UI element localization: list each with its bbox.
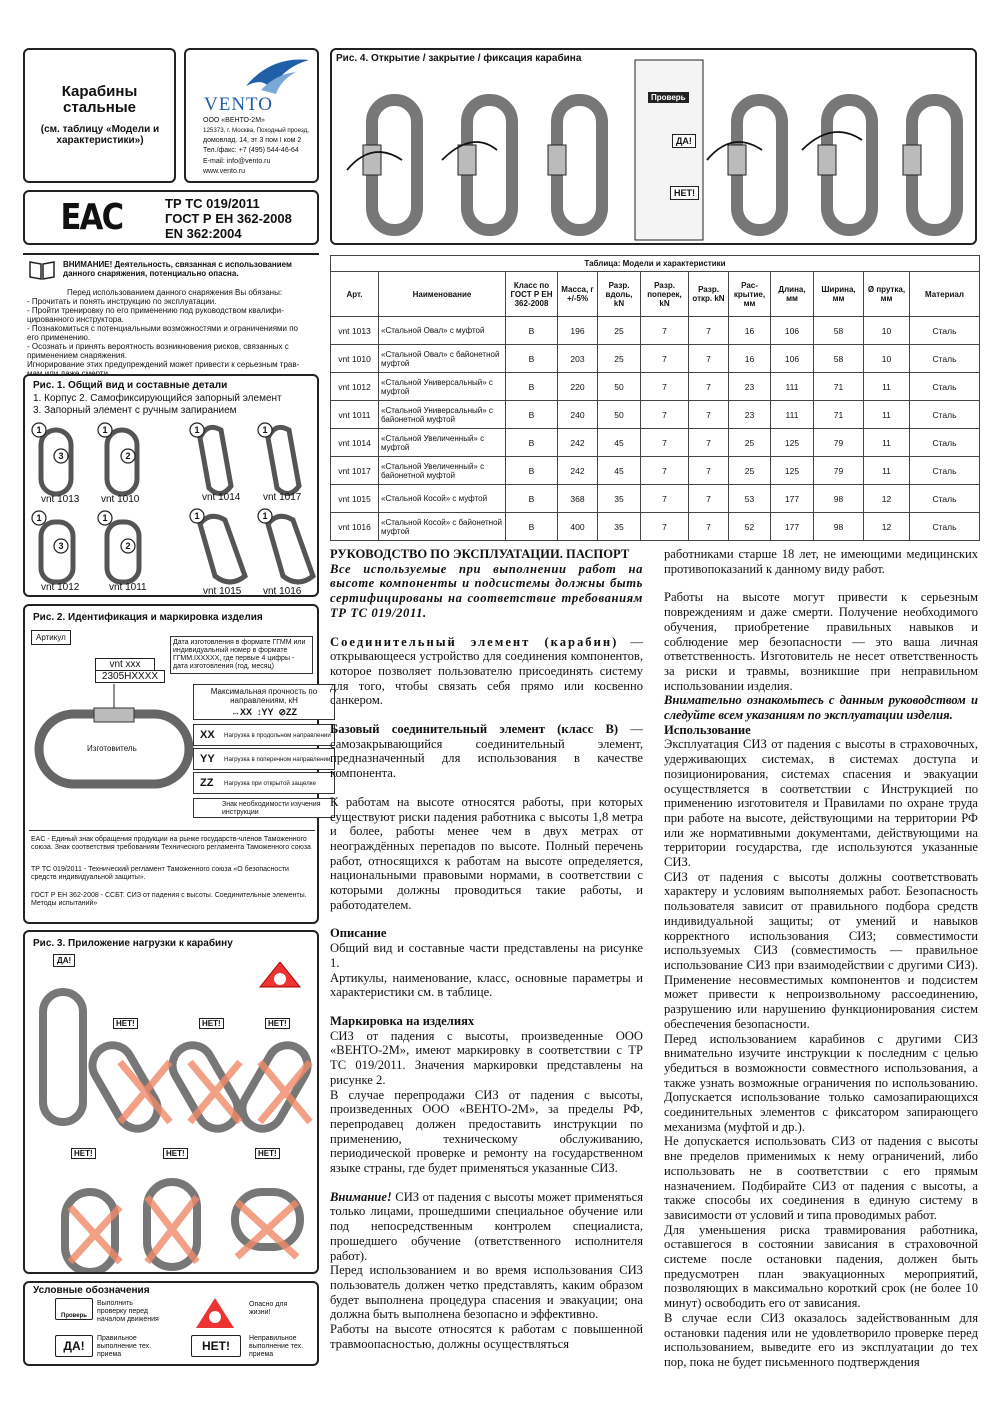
table-cell: 79: [814, 429, 864, 457]
fig2-box: [23, 604, 331, 924]
table-cell: Сталь: [910, 429, 980, 457]
table-caption: Таблица: Модели и характеристики: [331, 256, 980, 272]
warning-item: его применению.: [27, 333, 91, 342]
strength-box: [193, 684, 335, 720]
zz-code: ZZ: [200, 777, 214, 789]
table-cell: B: [506, 457, 558, 485]
table-row: [331, 345, 980, 373]
table-header: Ø прутка, мм: [864, 272, 910, 317]
table-cell: 111: [771, 401, 814, 429]
legend-box: [23, 1281, 319, 1366]
table-cell: 71: [814, 401, 864, 429]
table-cell: 11: [864, 401, 910, 429]
table-cell: 7: [689, 373, 729, 401]
fig4-drawings: [332, 50, 975, 243]
table-cell: B: [506, 345, 558, 373]
attention-title: Внимание!: [330, 1189, 392, 1204]
company-site: www.vento.ru: [203, 168, 246, 175]
model-label: vnt 1014: [202, 492, 241, 503]
use-2: СИЗ от падения с высоты должны соответствовать характеру и условиям выполняемых работ. Безопасность пользователя зависит от правильного подбора средств индивидуальной защиты; от умений и навыков корректного использования СИЗ; совместимости используемых СИЗ (совместимость — правильное использование СИЗ при взаимодействии с другими СИЗ). Применение несовместимых компонентов и подсистем может привести к непроизвольному рассоединению, разрушению или нарушению функционирования систем обеспечения безопасности.: [664, 869, 978, 1031]
fig1-legend-1: 1. Корпус 2. Самофиксирующийся запорный элемент: [33, 393, 282, 404]
use-5: Для уменьшения риска травмирования работника, оставшегося в состоянии зависания в страховочной системе после остановки падения, должен быть предусмотрен план эвакуационных мероприятий, позволяющих в максимально короткий срок (не более 10 минут) освободить его от зависания.: [664, 1222, 978, 1311]
fig4-no-label: НЕТ!: [670, 186, 699, 200]
company-box: [184, 48, 319, 183]
table-cell: Сталь: [910, 485, 980, 513]
warning-item: - Прочитать и понять инструкцию по эксплуатации.: [27, 297, 217, 306]
r-2: Работы на высоте могут привести к серьезным повреждениям и даже смерти. Получение необходимого обучения, приобретение правильных навыков и соблюдение мер безопасности — это ваша личная ответственность. Изготовитель не несет ответственность за риски и травмы, возникшие при неправильном использовании изделия.: [664, 590, 978, 693]
table-cell: B: [506, 513, 558, 541]
mark-heading: Маркировка на изделиях: [330, 1013, 475, 1028]
table-cell: 7: [689, 485, 729, 513]
table-cell: 23: [729, 401, 771, 429]
table-cell: 25: [598, 317, 641, 345]
mark-2: В случае перепродажи СИЗ от падения с высоты, произведенных ООО «ВЕНТО-2М», за пределы РФ, перепродавец должен предоставить инструкции по применению, техническому обслуживанию, периодической проверке и ремонту на государственном языке страны, где будет применяться указанные СИЗ.: [330, 1087, 643, 1176]
svg-text:3: 3: [58, 541, 64, 551]
table-cell: 16: [729, 345, 771, 373]
strength-label: Максимальная прочность по направлениям, кН: [210, 687, 318, 705]
table-cell: 52: [729, 513, 771, 541]
table-cell: Сталь: [910, 317, 980, 345]
zz-desc: Нагрузка при открытой защелке: [224, 780, 316, 787]
table-header: Разр. поперек, kN: [641, 272, 689, 317]
table-cell: 98: [814, 485, 864, 513]
warning-item: Игнорирование этих предупреждений может привести к серьезным трав-: [27, 360, 300, 369]
use-heading: Использование: [664, 722, 751, 737]
table-cell: 23: [729, 373, 771, 401]
eac-mark: EAC: [60, 197, 123, 238]
legend-title: Условные обозначения: [33, 1285, 150, 1296]
desc-1: Общий вид и составные части представлены на рисунке 1.: [330, 941, 643, 970]
table-row: [331, 513, 980, 541]
table-cell: vnt 1013: [331, 317, 379, 345]
table-cell: 106: [771, 317, 814, 345]
para-class-b-text: — самозакрывающийся соединительный элемент, предназначенный для использования в качестве компонента.: [330, 722, 643, 781]
maker-label: Изготовитель: [87, 744, 137, 753]
table-cell: 11: [864, 373, 910, 401]
company-address-1: 125373, г. Москва, Походный проезд,: [203, 127, 309, 134]
table-row: [331, 457, 980, 485]
fig1-box: [23, 374, 319, 597]
table-row: [331, 373, 980, 401]
fig3-box: [23, 930, 319, 1274]
carabiner-1011-icon: [107, 522, 139, 582]
manual-heading: РУКОВОДСТВО ПО ЭКСПЛУАТАЦИИ. ПАСПОРТ: [330, 547, 630, 561]
table-cell: 196: [558, 317, 598, 345]
book-icon: [28, 259, 56, 281]
attention-text: СИЗ от падения с высоты может применяться только лицами, прошедшими специальное обучение или под непосредственным контролем специалиста, прошедшего обучение (ответственного исполнителя работ).: [330, 1189, 643, 1263]
warning-item: - Осознать и принять вероятность возникновения рисков, связанных с: [27, 342, 289, 351]
table-cell: Сталь: [910, 401, 980, 429]
svg-text:1: 1: [102, 513, 108, 523]
fig1-legend-2: 3. Запорный элемент с ручным запиранием: [33, 405, 237, 416]
table-cell: 177: [771, 485, 814, 513]
carabiner-1016-icon: [268, 516, 313, 582]
table-cell: 7: [641, 401, 689, 429]
company-email: E-mail: info@vento.ru: [203, 158, 271, 165]
table-header: Длина, мм: [771, 272, 814, 317]
product-title: Карабины стальные: [61, 83, 138, 116]
table-cell: 7: [641, 485, 689, 513]
title-box: [23, 48, 176, 183]
model-label: vnt 1016: [263, 586, 302, 597]
certification-box: [23, 190, 319, 245]
table-cell: 25: [598, 345, 641, 373]
company-address-2: домовлад. 14, эт 3 пом I ком 2: [203, 137, 302, 144]
eac-note: EAC - Единый знак обращения продукции на рынке государств-членов Таможенного союза. Знак соответствия требованиям Технического регламента Таможенного союза: [31, 836, 311, 851]
vento-logo-text: VENTO: [204, 94, 274, 115]
table-cell: 35: [598, 513, 641, 541]
model-label: vnt 1011: [109, 582, 147, 593]
table-cell: vnt 1011: [331, 401, 379, 429]
no-badge: НЕТ!: [255, 1148, 280, 1159]
warning-head: ВНИМАНИЕ! Деятельность, связанная с использованием данного снаряжения, потенциально опасна.: [63, 260, 292, 278]
table-cell: 7: [641, 513, 689, 541]
table-cell: 58: [814, 317, 864, 345]
yes-desc: Правильное выполнение тех. приема: [97, 1335, 152, 1358]
warning-intro: Перед использованием данного снаряжения Вы обязаны:: [67, 288, 283, 297]
carabiner-1013-icon: [41, 430, 71, 494]
no-desc: Неправильное выполнение тех. приема: [249, 1335, 304, 1358]
table-cell: 53: [729, 485, 771, 513]
table-cell: 7: [689, 401, 729, 429]
table-cell: 71: [814, 373, 864, 401]
svg-text:2: 2: [125, 451, 131, 461]
table-cell: 50: [598, 401, 641, 429]
yy-desc: Нагрузка в поперечном направлении: [224, 756, 331, 763]
table-cell: 7: [641, 317, 689, 345]
artikul-label: Артикул: [31, 630, 71, 645]
para-connector: [330, 635, 643, 709]
fig4-title: Рис. 4. Открытие / закрытие / фиксация карабина: [336, 53, 582, 64]
cert-line-1: ТР ТС 019/2011: [165, 196, 260, 211]
use-1: Эксплуатация СИЗ от падения с высоты в страховочных, удерживающих системах, в системах доступа и позиционирования, системах спасения и эвакуации осуществляется в соответствии с Инструкцией по применению изготовителя и Правилами по охране труда при работе на высоте, действующими на территории РФ или же нормативными документами, действующими на территории государства, где используются указанные СИЗ.: [664, 737, 978, 870]
no-icon: НЕТ!: [191, 1335, 241, 1357]
para-connector-title: Соединительный элемент (карабин): [330, 634, 619, 649]
vnt-code: vnt xxx: [95, 658, 155, 671]
table-cell: 7: [689, 429, 729, 457]
warning-item: применением снаряжения.: [27, 351, 127, 360]
table-cell: 25: [729, 429, 771, 457]
company-phone: Тел./факс: +7 (495) 544-46-64: [203, 147, 299, 154]
table-cell: vnt 1016: [331, 513, 379, 541]
models-table: [330, 255, 980, 541]
check-icon: Проверь: [55, 1298, 93, 1320]
product-subtitle: (см. таблицу «Модели и характеристики»): [40, 124, 160, 146]
table-cell: 111: [771, 373, 814, 401]
table-cell: 7: [641, 429, 689, 457]
cert-line-2: ГОСТ Р ЕН 362-2008: [165, 211, 292, 226]
table-cell: 12: [864, 485, 910, 513]
yes-badge: ДА!: [53, 954, 75, 967]
fig1-title: Рис. 1. Общий вид и составные детали: [33, 380, 228, 391]
model-label: vnt 1013: [41, 494, 80, 505]
no-badge: НЕТ!: [113, 1018, 138, 1029]
table-cell: «Стальной Увеличенный» с муфтой: [379, 429, 506, 457]
mark-1: СИЗ от падения с высоты, произведенные ООО «ВЕНТО-2М», имеют маркировку в соответствии с ТР ТС 019/2011. Значения маркировки представлены на рисунке 2.: [330, 1028, 643, 1087]
svg-text:1: 1: [194, 425, 200, 435]
carabiner-1017-icon: [268, 427, 299, 493]
svg-text:1: 1: [36, 513, 42, 523]
xx-inline: XX: [239, 707, 252, 717]
gost-note: ГОСТ Р ЕН 362-2008 - ССБТ. СИЗ от падения с высоты. Соединительные элементы. Методы испытаний»: [31, 892, 307, 907]
table-header: Разр. вдоль, kN: [598, 272, 641, 317]
table-cell: 7: [689, 317, 729, 345]
table-cell: 7: [689, 513, 729, 541]
table-header: Ширина, мм: [814, 272, 864, 317]
fig1-drawings: [25, 416, 317, 596]
table-cell: vnt 1012: [331, 373, 379, 401]
table-header: Наименование: [379, 272, 506, 317]
svg-text:1: 1: [102, 425, 108, 435]
attention: [330, 1190, 643, 1264]
table-cell: 45: [598, 429, 641, 457]
table-cell: 58: [814, 345, 864, 373]
table-cell: 45: [598, 457, 641, 485]
table-cell: 98: [814, 513, 864, 541]
table-cell: Сталь: [910, 345, 980, 373]
svg-text:1: 1: [262, 511, 268, 521]
table-header: Рас-крытие, мм: [729, 272, 771, 317]
strength-directions: ↔XX ↕YY ⊘ZZ: [230, 707, 298, 717]
table-cell: 50: [598, 373, 641, 401]
table-cell: «Стальной Овал» с муфтой: [379, 317, 506, 345]
table-cell: «Стальной Овал» с байонетной муфтой: [379, 345, 506, 373]
table-cell: «Стальной Увеличенный» с байонетной муфтой: [379, 457, 506, 485]
table-cell: 10: [864, 345, 910, 373]
table-cell: 79: [814, 457, 864, 485]
fig3-drawings: [25, 962, 317, 1272]
xx-code: XX: [200, 729, 215, 741]
table-cell: Сталь: [910, 457, 980, 485]
table-row: [331, 317, 980, 345]
table-cell: 7: [641, 457, 689, 485]
yy-row: [193, 748, 335, 770]
table-cell: 400: [558, 513, 598, 541]
no-badge: НЕТ!: [163, 1148, 188, 1159]
table-cell: vnt 1017: [331, 457, 379, 485]
yes-icon: ДА!: [55, 1335, 93, 1357]
table-cell: 242: [558, 457, 598, 485]
table-row: [331, 485, 980, 513]
model-label: vnt 1012: [41, 582, 80, 593]
warning-block: [23, 253, 319, 369]
table-cell: 35: [598, 485, 641, 513]
manual-col-2: [664, 547, 978, 1370]
warning-item: - Пройти тренировку по его применению под руководством квалифи-: [27, 306, 284, 315]
use-3: Перед использованием карабинов с другими СИЗ внимательно изучите инструкции к последним с целью убедиться в возможности совместного использования, а также узнать возможные ограничения по использованию. Допускается использование только самозапирающихся соединительных элементов с фиксатором запирающего механизма (муфтой и др.).: [664, 1031, 978, 1134]
table-cell: 16: [729, 317, 771, 345]
table-cell: 177: [771, 513, 814, 541]
no-badge: НЕТ!: [199, 1018, 224, 1029]
para-class-b-title: Базовый соединительный элемент (класс В): [330, 722, 619, 737]
table-header: Разр. откр. kN: [689, 272, 729, 317]
table-cell: B: [506, 373, 558, 401]
table-cell: 7: [689, 457, 729, 485]
fig4-check-label: Проверь: [648, 92, 689, 103]
table-cell: B: [506, 401, 558, 429]
table-cell: 242: [558, 429, 598, 457]
svg-text:1: 1: [262, 425, 268, 435]
desc-2: Артикулы, наименование, класс, основные параметры и характеристики см. в таблице.: [330, 970, 643, 1000]
table-cell: 10: [864, 317, 910, 345]
manual-sign-row: Знак необходимости изучения инструкции: [193, 798, 335, 818]
use-6: В случае если СИЗ оказалось задействованным для остановки падения или не удовлетворило проверке перед использованием, выведите его из эксплуатации до тех пор, пока не будет письменного подтверждения: [664, 1310, 978, 1369]
svg-text:1: 1: [36, 425, 42, 435]
warning-item: - Познакомиться с потенциальными возможностями и ограничениями по: [27, 324, 298, 333]
svg-text:3: 3: [58, 451, 64, 461]
tr-note: ТР ТС 019/2011 - Технический регламент Таможенного союза «О безопасности средств индивидуальной защиты».: [31, 866, 289, 881]
model-label: vnt 1010: [101, 494, 140, 505]
model-label: vnt 1015: [203, 586, 242, 597]
table-header: Арт.: [331, 272, 379, 317]
table-cell: 25: [729, 457, 771, 485]
table-cell: 125: [771, 429, 814, 457]
table-cell: 125: [771, 457, 814, 485]
table-cell: 106: [771, 345, 814, 373]
no-badge: НЕТ!: [71, 1148, 96, 1159]
para-class-b: [330, 722, 643, 781]
zz-row: [193, 772, 335, 794]
carabiner-1014-icon: [200, 427, 231, 493]
attention-2: Перед использованием и во время использования СИЗ пользователь должен четко представлять, каким образом будет выполнена процедура спасения и эвакуации; она должна быть выполнена безопасно и эффективно.: [330, 1263, 643, 1322]
carabiner-1015-icon: [200, 516, 245, 582]
table-cell: 240: [558, 401, 598, 429]
yy-code: YY: [200, 753, 215, 765]
table-cell: vnt 1014: [331, 429, 379, 457]
table-row: [331, 429, 980, 457]
xx-row: [193, 724, 335, 746]
fig2-title: Рис. 2. Идентификация и маркировка изделия: [33, 612, 263, 623]
table-cell: 11: [864, 457, 910, 485]
batch-code: 2305HXXXX: [95, 670, 165, 683]
model-label: vnt 1017: [263, 492, 302, 503]
table-cell: 7: [689, 345, 729, 373]
r-3: Внимательно ознакомьтесь с данным руководством и следуйте всем указаниям по эксплуатации изделия.: [664, 693, 978, 723]
fig3-title: Рис. 3. Приложение нагрузки к карабину: [33, 938, 233, 949]
no-badge: НЕТ!: [265, 1018, 290, 1029]
table-cell: Сталь: [910, 373, 980, 401]
svg-text:2: 2: [125, 541, 131, 551]
fig4-yes-label: ДА!: [672, 134, 696, 148]
attention-3: Работы на высоте относятся к работам с повышенной травмоопасностью, должны осуществляться: [330, 1322, 643, 1351]
table-cell: 11: [864, 429, 910, 457]
table-cell: Сталь: [910, 513, 980, 541]
table-cell: «Стальной Универсальный» с байонетной муфтой: [379, 401, 506, 429]
table-cell: B: [506, 317, 558, 345]
table-cell: «Стальной Косой» с муфтой: [379, 485, 506, 513]
table-cell: 7: [641, 345, 689, 373]
danger-desc: Опасно для жизни!: [249, 1301, 288, 1316]
use-4: Не допускается использовать СИЗ от падения с высоты вне пределов применимых к нему ограничений, либо использовать не в соответствии с его прямым назначением. Подбирайте СИЗ от падения с высоты, а также способы их соединения в единую систему в зависимости от условий и типа проводимых работ.: [664, 1134, 978, 1222]
yy-inline: YY: [261, 707, 274, 717]
xx-desc: Нагрузка в продольном направлении: [224, 732, 331, 739]
company-name: ООО «ВЕНТО-2М»: [203, 117, 265, 124]
danger-icon: [195, 1297, 235, 1329]
table-cell: 368: [558, 485, 598, 513]
table-cell: 7: [641, 373, 689, 401]
desc-heading: Описание: [330, 926, 387, 941]
table-cell: B: [506, 485, 558, 513]
table-header: Масса, г +/-5%: [558, 272, 598, 317]
zz-inline: ZZ: [286, 707, 298, 717]
manual-col-1: [330, 547, 643, 1351]
table-cell: 203: [558, 345, 598, 373]
table-header: Материал: [910, 272, 980, 317]
table-row: [331, 401, 980, 429]
fig4-box: [330, 48, 977, 245]
para-height-works: К работам на высоте относятся работы, при которых существуют риски падения работника с высоты 1,8 метра и более, работы менее чем в двух метрах от неограждённых перепадов по высоте. Полный перечень работ, относящихся к работам на высоте определяется, национальными правовыми нормами, в соответствии с которыми должны проводиться такие работы, и работодателем.: [330, 794, 643, 912]
vento-logo-icon: [241, 56, 311, 96]
para-connector-text: — открывающееся устройство для соединения компонентов, которое позволяет пользователю присоединять систему для того, чтобы связать себя прямо или косвенно санкером.: [330, 634, 643, 708]
r-1: работниками старше 18 лет, не имеющими медицинских противопоказаний к данному виду работ.: [664, 547, 978, 576]
table-cell: vnt 1010: [331, 345, 379, 373]
date-note: Дата изготовления в формате ГГММ или индивидуальный номер в формате ГГММ.IXXXXX, где первые 4 цифры - дата изготовления (год, месяц): [170, 636, 313, 674]
cert-line-3: EN 362:2004: [165, 226, 242, 241]
table-cell: 220: [558, 373, 598, 401]
table-cell: vnt 1015: [331, 485, 379, 513]
table-cell: «Стальной Универсальный» с муфтой: [379, 373, 506, 401]
table-cell: 12: [864, 513, 910, 541]
table-header: Класс по ГОСТ Р ЕН 362-2008: [506, 272, 558, 317]
warning-item: цированного инструктора.: [27, 315, 124, 324]
table-cell: B: [506, 429, 558, 457]
table-cell: «Стальной Косой» с байонетной муфтой: [379, 513, 506, 541]
svg-text:1: 1: [194, 511, 200, 521]
manual-intro: Все используемые при выполнении работ на высоте компоненты и подсистемы должны быть сертифицированы на соответствие требованиям ТР ТС 019/2011.: [330, 561, 643, 620]
check-desc: Выполнить проверку перед началом движения: [97, 1300, 159, 1323]
